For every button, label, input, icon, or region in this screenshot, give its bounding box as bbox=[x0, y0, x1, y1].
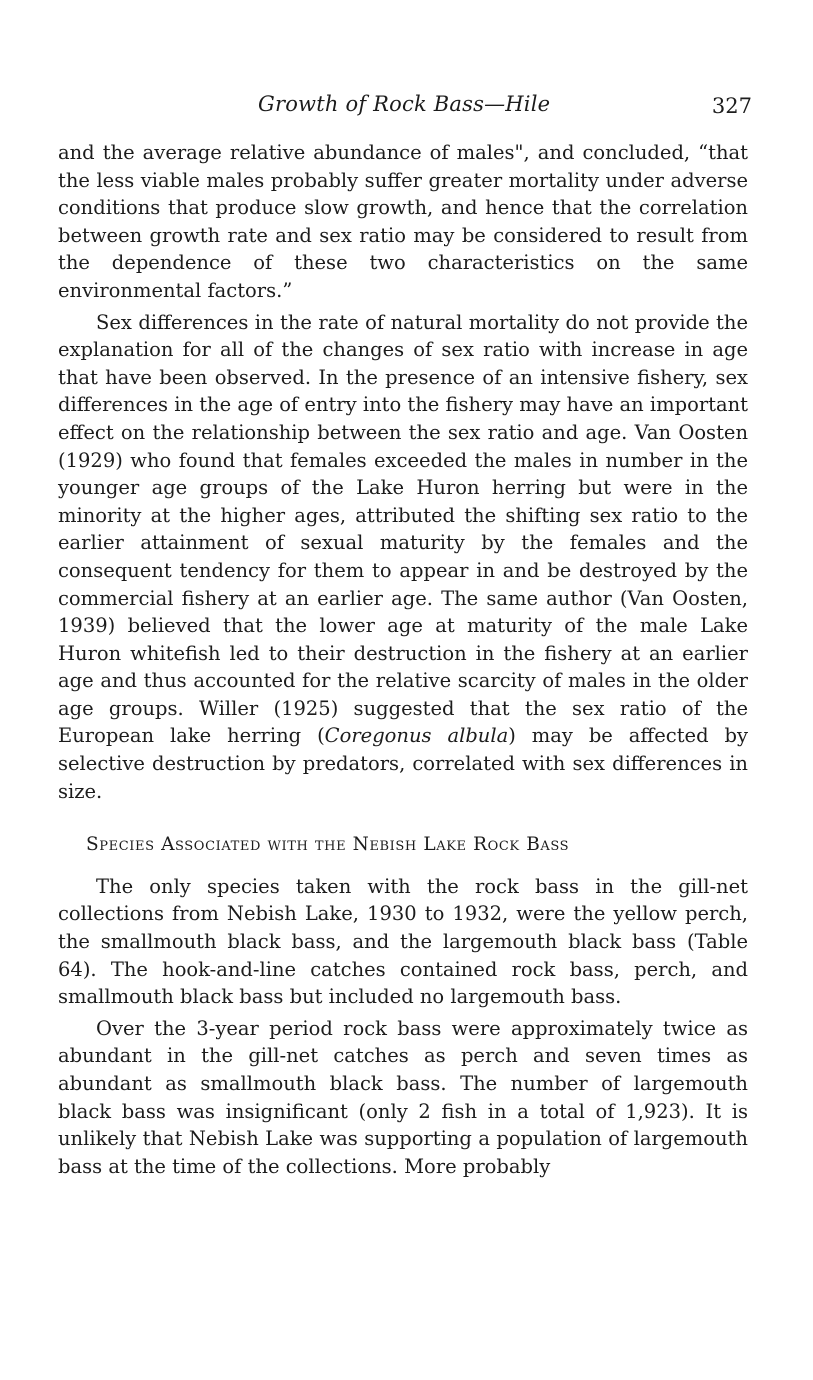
paragraph-sex-mortality bbox=[58, 309, 748, 806]
running-title: Growth of Rock Bass—Hile bbox=[258, 92, 551, 116]
paragraph-continued: and the average relative abundance of males", and concluded, “that the less viable males probably suffer greater mortality under adverse conditions that produce slow growth, and hence that the correlation between growth rate and sex ratio may be considered to result from the dependence of these two characteristics on the same environmental factors.” bbox=[58, 141, 748, 302]
paragraph-text: Sex differences in the rate of natural mortality do not provide the explanation for all of the changes of sex ratio with increase in age that have been observed. In the presence of an intensive fishery, sex differences in the age of entry into the fishery may have an important effect on the relationship between the sex ratio and age. Van Oosten (1929) who found that females exceeded the males in number in the younger age groups of the Lake Huron herring but were in the minority at the higher ages, attributed the shifting sex ratio to the earlier attainment of sexual maturity by the females and the consequent tendency for them to appear in and be destroyed by the commercial fishery at an earlier age. The same author (Van Oosten, 1939) believed that the lower age at maturity of the male Lake Huron whitefish led to their destruction in the fishery at an earlier age and thus accounted for the relative scarcity of males in the older age groups. Willer (1925) suggested that the sex ratio of the European lake herring ( bbox=[58, 310, 748, 748]
body-text bbox=[58, 139, 748, 1180]
paragraph-abundance: Over the 3-year period rock bass were approximately twice as abundant in the gill-net catches as perch and seven times as abundant as smallmouth black bass. The number of largemouth black bass was insignificant (only 2 fish in a total of 1,923). It is unlikely that Nebish Lake was supporting a population of largemouth bass at the time of the collections. More probably bbox=[58, 1016, 748, 1178]
paragraph-text: ) may be affected by selective destruction by predators, correlated with sex differences in size. bbox=[58, 724, 748, 803]
species-name: Coregonus albula bbox=[324, 724, 509, 748]
section-heading: Species Associated with the Nebish Lake Rock Bass bbox=[86, 834, 570, 856]
section-body bbox=[58, 873, 748, 1181]
page-number: 327 bbox=[711, 94, 752, 118]
running-head bbox=[60, 92, 752, 122]
paragraph-species-taken: The only species taken with the rock bass in the gill-net collections from Nebish Lake, 1930 to 1932, were the yellow perch, the smallmouth black bass, and the largemouth black bass (Table 64). The hook-and-line catches contained rock bass, perch, and smallmouth black bass but included no largemouth bass. bbox=[58, 874, 748, 1009]
